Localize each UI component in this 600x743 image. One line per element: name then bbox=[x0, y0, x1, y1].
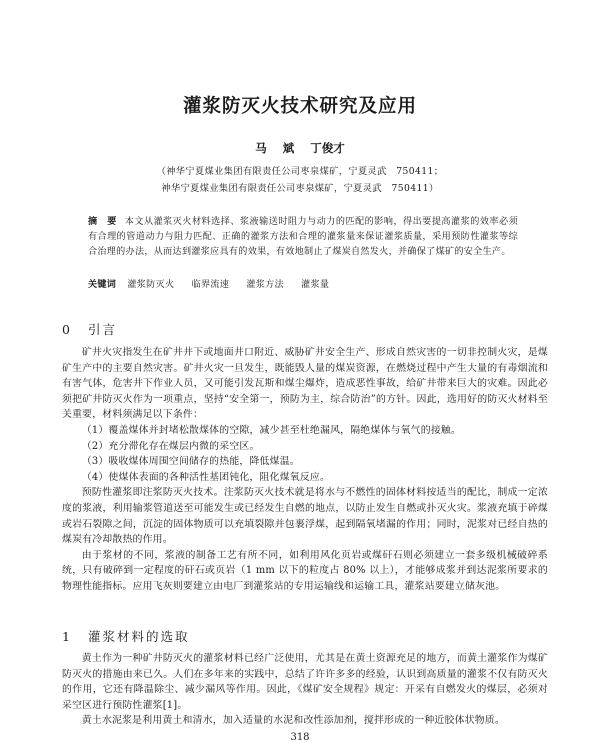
keywords-label: 关键词 bbox=[88, 280, 117, 290]
section-body bbox=[62, 651, 548, 729]
keywords bbox=[88, 278, 518, 293]
body-paragraph: 黄土作为一种矿井防灭火的灌浆材料已经广泛使用，尤其是在黄土资源充足的地方，而黄土灌浆作为煤矿防灭火的措施由来已久。人们在多年来的实践中，总结了许许多多的经验，认识到高质量的灌浆不仅有防灭火的作用，它还有降温除尘、减少漏风等作用。因此，《煤矿安全规程》规定：开采有自燃发火的煤层，必须对采空区进行预防性灌浆[1]。 bbox=[62, 653, 548, 711]
keyword: 灌浆方法 bbox=[246, 280, 284, 290]
page-number: 318 bbox=[290, 732, 310, 743]
list-item: （2）充分滞化存在煤层内微的采空区。 bbox=[81, 440, 260, 452]
body-paragraph: 预防性灌浆即注浆防灭火技术。注浆防灭火技术就是将水与不燃性的固体材料按适当的配比，制成一定浓度的浆液，利用输浆管道送至可能发生或已经发生自燃的地点，以防止发生自燃或扑灭火灾。浆液充填于碎煤或岩石裂隙之间，沉淀的固体物质可以充填裂隙并包裹浮煤，起到隔氧堵漏的作用；同时，泥浆对已经自热的煤炭有冷却散热的作用。 bbox=[62, 487, 548, 546]
section-number: 1 bbox=[62, 629, 72, 644]
body-paragraph: 由于浆材的不同，浆液的制备工艺有所不同，如利用风化页岩或煤矸石则必须建立一套多级机械破碎系统，只有破碎到一定程度的矸石或页岩（1 mm 以下的粒度占 80% 以上），才能够成浆并到达泥浆所要求的物理性能指标。应用飞灰则要建立由电厂到灌浆站的专用运输线和运输工具，灌浆站要建立储灰池。 bbox=[62, 549, 548, 592]
keyword: 临界流速 bbox=[191, 280, 230, 290]
list-item: （4）使煤体表面的各种活性基团钝化，阻化煤氧反应。 bbox=[81, 471, 331, 483]
list-item: （3）吸收煤体周围空间储存的热能，降低煤温。 bbox=[81, 456, 300, 468]
author-line bbox=[0, 140, 600, 156]
keyword: 灌浆量 bbox=[301, 280, 330, 290]
affiliation-line: 神华宁夏煤业集团有限责任公司枣泉煤矿，宁夏灵武 750411） bbox=[161, 183, 439, 194]
abstract bbox=[88, 215, 518, 260]
section-body bbox=[62, 345, 548, 595]
abstract-text: 本文从灌浆灭火材料选择、浆液输送时阻力与动力的匹配的影响，得出要提高灌浆的效率必须有合理的管道动力与阻力匹配、正确的灌浆方法和合理的灌浆量来保证灌浆质量，采用预防性灌浆等综合治理的办法，从而达到灌浆应具有的效果，有效地制止了煤炭自然发火，并确保了煤矿的安全生产。 bbox=[88, 217, 518, 257]
section-heading bbox=[62, 320, 117, 338]
section-heading bbox=[62, 627, 189, 645]
keyword: 灌浆防灭火 bbox=[127, 280, 175, 290]
affiliation-line: （神华宁夏煤业集团有限责任公司枣泉煤矿，宁夏灵武 750411； bbox=[156, 166, 444, 177]
body-paragraph: 矿井火灾指发生在矿井井下或地面井口附近、威胁矿井安全生产、形成自然灾害的一切非控制火灾，是煤矿生产中的主要自然灾害。矿井火灾一旦发生，既能毁人量的煤炭资源，在燃烧过程中产生大量的有毒烟流和有害气体，危害井下作业人员，又可能引发瓦斯和煤尘爆炸，造成恶性事故，给矿井带来巨大的灾难。因此必须把矿井防灭火作为一项重点，坚持“安全第一，预防为主，综合防治”的方针。因此，选用好的防灭火材料至关重要，材料须满足以下条件： bbox=[62, 347, 548, 421]
list-item: （1）覆盖煤体并封堵松散煤体的空隙，减少甚至杜绝漏风，隔绝煤体与氧气的接触。 bbox=[81, 424, 462, 436]
author-name: 丁俊才 bbox=[310, 141, 345, 155]
section-title: 引言 bbox=[87, 322, 117, 337]
body-paragraph: 黄土水泥浆是利用黄土和清水，加入适量的水泥和改性添加剂，搅拌形成的一种近胶体状物质。 bbox=[81, 715, 505, 727]
author-name: 马 斌 bbox=[255, 141, 295, 155]
paper-title: 灌浆防灭火技术研究及应用 bbox=[182, 96, 417, 117]
abstract-label: 摘 要 bbox=[88, 217, 117, 227]
section-number: 0 bbox=[62, 322, 72, 337]
section-title: 灌浆材料的选取 bbox=[87, 629, 190, 644]
